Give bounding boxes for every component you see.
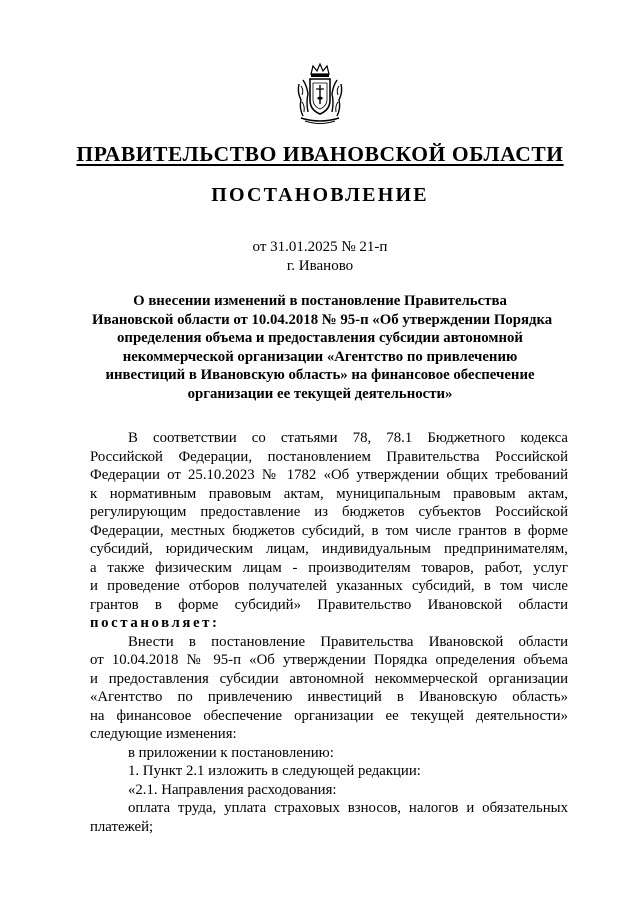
body-line: платежей; xyxy=(90,818,154,835)
subject-line: некоммерческой организации «Агентство по привлечению xyxy=(122,348,518,365)
document-body xyxy=(90,429,568,836)
subject-line: организации ее текущей деятельности» xyxy=(187,385,453,402)
body-line: на финансовое обеспечение организации ее текущей деятельности» xyxy=(90,707,568,724)
body-line: грантов в форме субсидий» Правительство Ивановской области xyxy=(90,596,568,613)
body-line: к нормативным правовым актам, муниципальным правовым актам, xyxy=(90,485,568,502)
body-line: Российской Федерации, постановлением Правительства Российской xyxy=(90,448,568,465)
body-line: Федерации, местных бюджетов субсидий, в том числе грантов в форме xyxy=(90,522,568,539)
body-line: В соответствии со статьями 78, 78.1 Бюджетного кодекса xyxy=(128,430,568,446)
body-line: от 10.04.2018 № 95-п «Об утверждении Порядка определения объема xyxy=(90,652,568,668)
body-line: а также физическим лицам - производителям товаров, работ, услуг xyxy=(90,559,568,576)
body-line: 1. Пункт 2.1 изложить в следующей редакции: xyxy=(128,763,421,779)
government-name: ПРАВИТЕЛЬСТВО ИВАНОВСКОЙ ОБЛАСТИ xyxy=(76,142,564,166)
document-subject xyxy=(92,292,553,404)
document-type: ПОСТАНОВЛЕНИЕ xyxy=(211,184,429,206)
document-date-number: от 31.01.2025 № 21-п xyxy=(252,239,388,255)
body-line: следующие изменения: xyxy=(90,726,237,742)
body-line-resolves: постановляет: xyxy=(90,615,220,631)
coat-of-arms-icon xyxy=(293,62,347,126)
subject-line: инвестиций в Ивановскую область» на финансовое обеспечение xyxy=(105,367,535,384)
body-line: «2.1. Направления расходования: xyxy=(128,781,337,798)
body-line: и предоставления субсидии автономной некоммерческой организации xyxy=(90,670,568,687)
body-line: оплата труда, уплата страховых взносов, налогов и обязательных xyxy=(128,800,568,816)
body-line: Федерации от 25.10.2023 № 1782 «Об утверждении общих требований xyxy=(90,467,568,483)
body-line: в приложении к постановлению: xyxy=(128,744,334,761)
document-city: г. Иваново xyxy=(286,258,354,274)
body-line: и проведение отборов получателей указанных субсидий, в том числе xyxy=(90,578,568,594)
subject-line: Ивановской области от 10.04.2018 № 95-п «Об утверждении Порядка xyxy=(92,311,553,328)
body-line: «Агентство по привлечению инвестиций в Ивановскую область» xyxy=(90,689,568,705)
subject-line: определения объема и предоставления субсидии автономной xyxy=(117,330,523,347)
body-line: субсидий, юридическим лицам, индивидуальным предпринимателям, xyxy=(90,541,568,557)
body-line: Внести в постановление Правительства Ивановской области xyxy=(128,633,568,650)
body-line: регулирующим предоставление из бюджетов субъектов Российской xyxy=(90,504,568,520)
subject-line: О внесении изменений в постановление Правительства xyxy=(133,293,507,309)
